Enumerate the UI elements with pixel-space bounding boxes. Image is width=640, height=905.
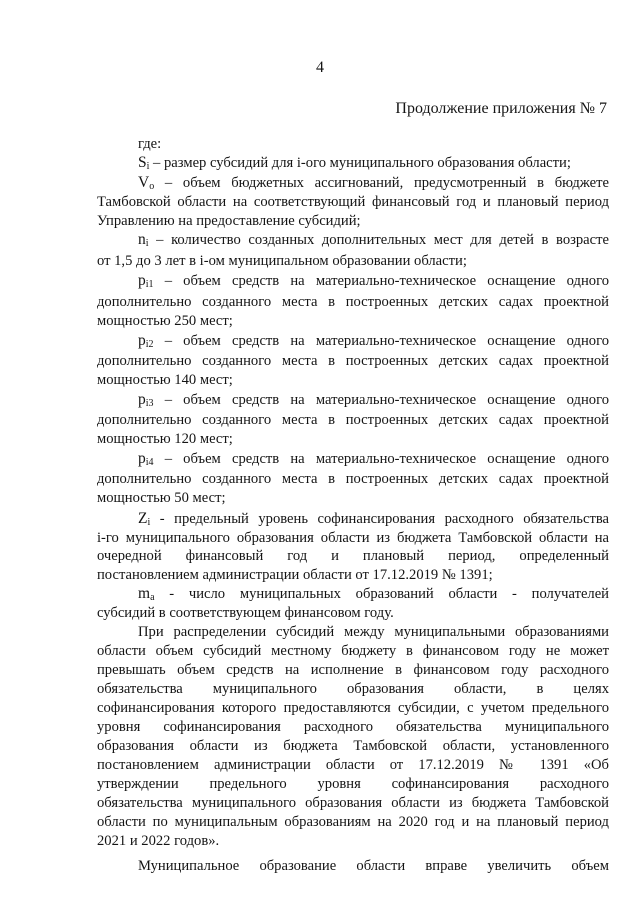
formula-variable: $p_{i3}$ xyxy=(138,391,154,409)
text-line: i-го муниципального образования области из бюджета Тамбовской области на xyxy=(97,530,609,546)
text-line: мощностью 140 мест; xyxy=(97,372,233,388)
formula-subscript: i1 xyxy=(145,279,154,290)
text-line: софинансирования которого предоставляются субсидии, с учетом предельного xyxy=(97,700,609,716)
text-line xyxy=(138,332,609,354)
text-line: утверждении предельного уровня софинансирования расходного xyxy=(97,776,609,792)
text-line: мощностью 250 мест; xyxy=(97,313,233,329)
formula-variable: $S_i$ xyxy=(138,154,150,172)
formula-subscript: i xyxy=(145,238,149,249)
where-label: где: xyxy=(138,136,162,152)
text-line xyxy=(138,450,609,472)
text-line: мощностью 120 мест; xyxy=(97,431,233,447)
text-line xyxy=(138,154,571,176)
text-line: 2021 и 2022 годов». xyxy=(97,833,220,849)
formula-variable: $Z_i$ xyxy=(138,510,151,528)
formula-variable: $p_{i4}$ xyxy=(138,450,154,468)
variable-definition: – объем средств на материально-техническое оснащение одного xyxy=(153,392,609,408)
text-line: Муниципальное образование области вправе увеличить объем xyxy=(138,858,609,874)
variable-definition: – количество созданных дополнительных мест для детей в возрасте xyxy=(148,232,609,248)
formula-variable: $m_a$ xyxy=(138,585,155,603)
text-line: постановлением администрации области от 17.12.2019 № 1391; xyxy=(97,567,493,583)
formula-subscript: i xyxy=(147,517,151,528)
formula-subscript: i xyxy=(146,161,150,172)
variable-definition: – объем средств на материально-техническое оснащение одного xyxy=(153,273,609,289)
text-line xyxy=(138,272,609,294)
variable-definition: - предельный уровень софинансирования расходного обязательства xyxy=(150,511,609,527)
text-line: постановлением администрации области от 17.12.2019 № 1391 «Об xyxy=(97,757,609,773)
formula-variable: $p_{i2}$ xyxy=(138,332,154,350)
text-line: образования области из бюджета Тамбовской области, установленного xyxy=(97,738,609,754)
text-line: Тамбовской области на соответствующий финансовый год и плановый период xyxy=(97,194,609,210)
text-line xyxy=(138,231,609,253)
text-line: очередной финансовый год и плановый период, определенный xyxy=(97,548,609,564)
text-line: При распределении субсидий между муниципальными образованиями xyxy=(138,624,609,640)
text-line: мощностью 50 мест; xyxy=(97,490,226,506)
variable-definition: – объем средств на материально-техническое оснащение одного xyxy=(153,451,609,467)
formula-subscript: i4 xyxy=(145,457,154,468)
text-line xyxy=(138,391,609,413)
variable-definition: - число муниципальных образований области - получателей xyxy=(154,586,609,602)
text-line: дополнительно созданного места в построенных детских садах проектной xyxy=(97,412,609,428)
variable-definition: – размер субсидий для i-ого муниципального образования области; xyxy=(149,155,571,171)
text-line: дополнительно созданного места в построенных детских садах проектной xyxy=(97,471,609,487)
formula-variable: $n_i$ xyxy=(138,231,149,249)
text-line: превышать объем средств на исполнение в финансовом году расходного xyxy=(97,662,609,678)
text-line: области объем субсидий местному бюджету в финансовом году не может xyxy=(97,643,609,659)
formula-subscript: i2 xyxy=(145,339,154,350)
text-line: субсидий в соответствующем финансовом году. xyxy=(97,605,394,621)
formula-subscript: a xyxy=(150,592,155,603)
text-line: дополнительно созданного места в построенных детских садах проектной xyxy=(97,353,609,369)
text-line: Управлению на предоставление субсидий; xyxy=(97,213,361,229)
text-line: области по муниципальным образованиям на 2020 год и на плановый период xyxy=(97,814,609,830)
text-line: обязательства муниципального образования области из бюджета Тамбовской xyxy=(97,795,609,811)
formula-subscript: i3 xyxy=(145,398,154,409)
text-line: от 1,5 до 3 лет в i-ом муниципальном образовании области; xyxy=(97,253,467,269)
text-line: обязательства муниципального образования области, в целях xyxy=(97,681,609,697)
page-number: 4 xyxy=(316,59,324,76)
formula-variable: $p_{i1}$ xyxy=(138,272,154,290)
appendix-continuation-header: Продолжение приложения № 7 xyxy=(395,100,607,117)
formula-variable: $V_o$ xyxy=(138,174,155,192)
variable-definition: – объем средств на материально-техническое оснащение одного xyxy=(153,333,609,349)
formula-subscript: o xyxy=(149,181,155,192)
text-line: уровня софинансирования расходного обязательства муниципального xyxy=(97,719,609,735)
text-line: дополнительно созданного места в построенных детских садах проектной xyxy=(97,294,609,310)
variable-definition: – объем бюджетных ассигнований, предусмотренный в бюджете xyxy=(154,175,609,191)
